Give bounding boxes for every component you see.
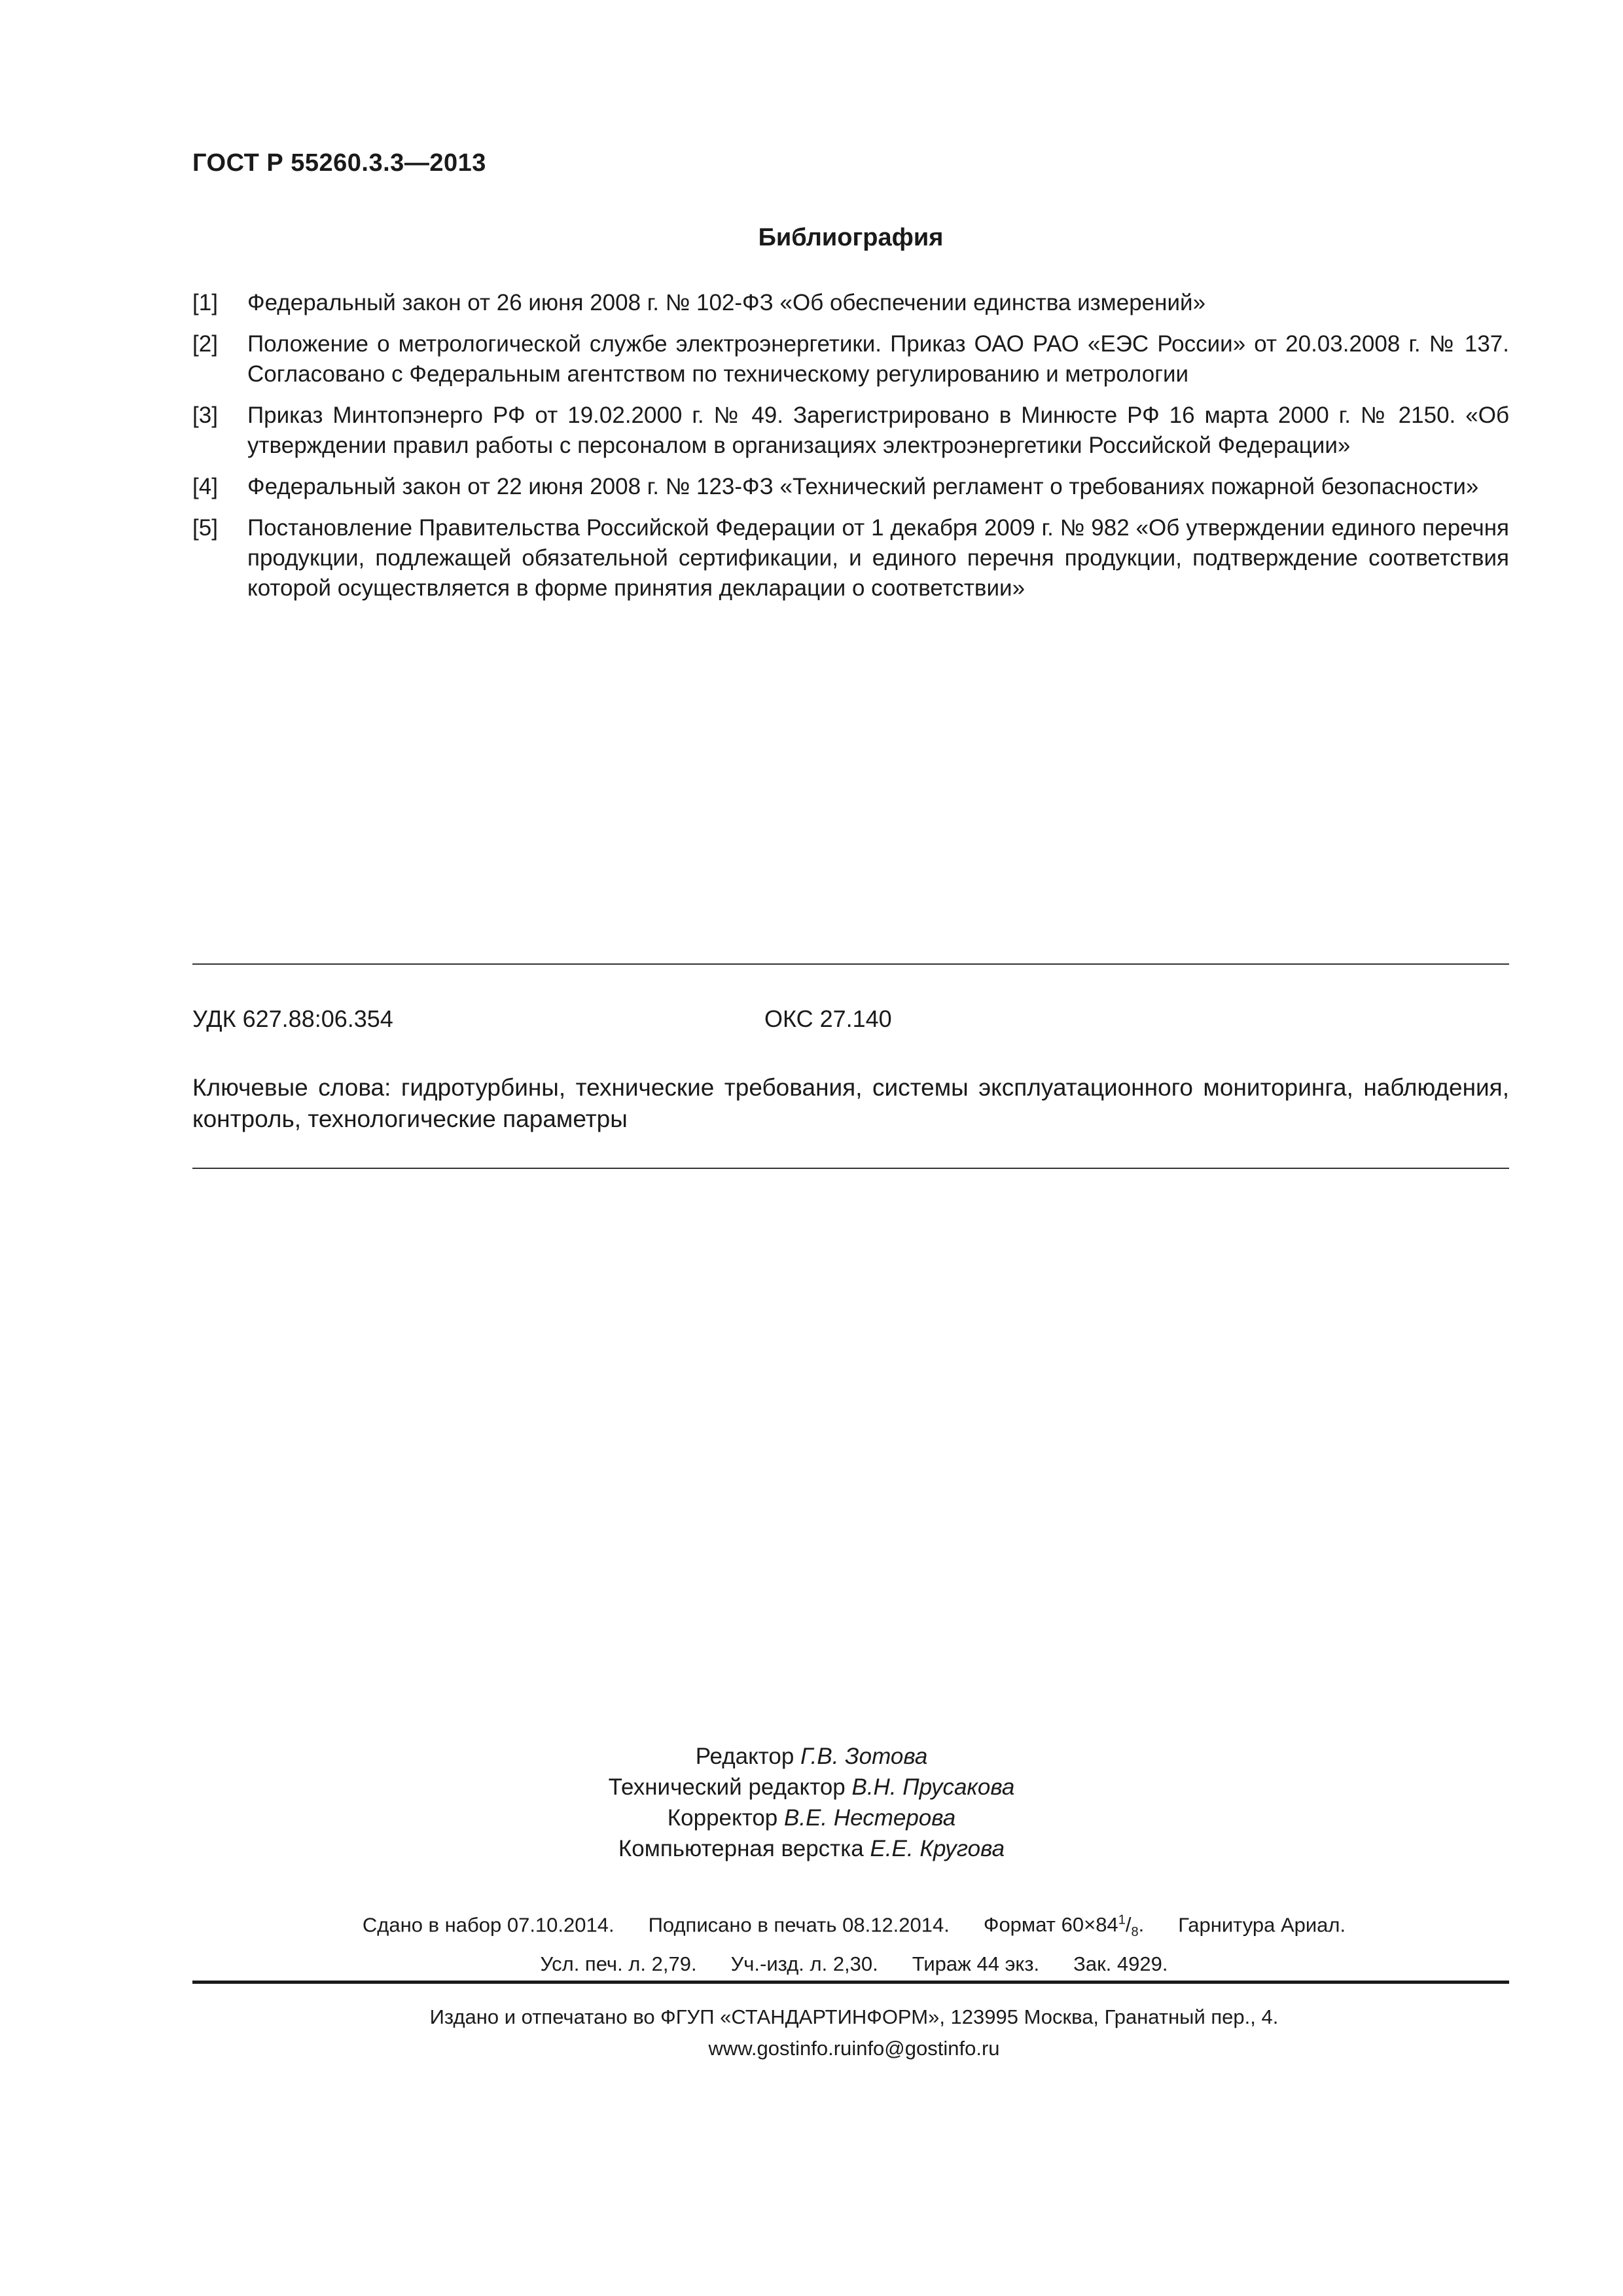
- paper-format: Формат $60\times 84^1/_8$.: [983, 1913, 1145, 1940]
- credit-role: Компьютерная верстка: [618, 1836, 870, 1861]
- credit-line: [0, 1772, 1623, 1803]
- publisher-email: info@gostinfo.ru: [851, 2037, 1000, 2060]
- bibliography-item: [192, 513, 1509, 603]
- print-info-line-2: [0, 1948, 1623, 1980]
- bibliography-item-number: [3]: [192, 403, 218, 428]
- editorial-credits: [0, 1741, 1623, 1864]
- publisher-contacts: [0, 2033, 1623, 2064]
- credit-person: В.Е. Нестерова: [784, 1805, 956, 1831]
- bibliography-item: [192, 472, 1509, 502]
- credit-person: В.Н. Прусакова: [851, 1774, 1015, 1800]
- print-info: [0, 1905, 1623, 1980]
- bottom-divider: [192, 1168, 1509, 1169]
- credit-role: Корректор: [667, 1805, 784, 1831]
- top-divider: [192, 963, 1509, 965]
- circulation: Тираж 44 экз.: [912, 1952, 1040, 1975]
- edition-sheets: Уч.-изд. л. 2,30.: [730, 1952, 878, 1975]
- bibliography-item-text: Постановление Правительства Российской Федерации от 1 декабря 2009 г. № 982 «Об утверждении единого перечня продукции, подлежащей обязательной сертификации, и единого перечня продукции, подтверждение соответствия которой осуществляется в форме принятия декларации о соответствии»: [247, 515, 1509, 601]
- sent-date: Сдано в набор 07.10.2014.: [362, 1913, 615, 1937]
- bibliography-item-text: Федеральный закон от 22 июня 2008 г. № 123-ФЗ «Технический регламент о требованиях пожарной безопасности»: [247, 474, 1479, 499]
- printed-sheets: Усл. печ. л. 2,79.: [540, 1952, 697, 1975]
- udk-code: УДК 627.88:06.354: [192, 1005, 393, 1032]
- credit-role: Редактор: [695, 1744, 801, 1769]
- credit-line: [0, 1803, 1623, 1833]
- credit-line: [0, 1833, 1623, 1864]
- credit-line: [0, 1741, 1623, 1772]
- bibliography-item-text: Приказ Минтопэнерго РФ от 19.02.2000 г. № 49. Зарегистрировано в Минюсте РФ 16 марта 2000 г. № 2150. «Об утверждении правил работы с персоналом в организациях электроэнергетики Российской Федерации»: [247, 403, 1509, 458]
- bibliography-list: [192, 288, 1509, 615]
- publisher-address: Издано и отпечатано во ФГУП «СТАНДАРТИНФОРМ», 123995 Москва, Гранатный пер., 4.: [429, 2005, 1279, 2028]
- print-info-line-1: [0, 1905, 1623, 1948]
- keywords: Ключевые слова: гидротурбины, технические требования, системы эксплуатационного мониторинга, наблюдения, контроль, технологические параметры: [192, 1074, 1509, 1132]
- signed-date: Подписано в печать 08.12.2014.: [648, 1913, 950, 1937]
- bibliography-item-number: [1]: [192, 290, 218, 315]
- oks-code: ОКС 27.140: [764, 1005, 892, 1032]
- credit-person: Г.В. Зотова: [800, 1744, 928, 1769]
- credit-role: Технический редактор: [608, 1774, 852, 1800]
- bibliography-item-text: Положение о метрологической службе электроэнергетики. Приказ ОАО РАО «ЕЭС России» от 20.03.2008 г. № 137. Согласовано с Федеральным агентством по техническому регулированию и метрологии: [247, 331, 1509, 387]
- publisher-info: [0, 2001, 1623, 2064]
- bibliography-item-text: Федеральный закон от 26 июня 2008 г. № 102-ФЗ «Об обеспечении единства измерений»: [247, 290, 1206, 315]
- credit-person: Е.Е. Кругова: [870, 1836, 1005, 1861]
- order-number: Зак. 4929.: [1073, 1952, 1168, 1975]
- bibliography-item-number: [2]: [192, 331, 218, 357]
- bibliography-item: [192, 401, 1509, 461]
- publisher-website: www.gostinfo.ru: [708, 2037, 852, 2060]
- publisher-divider: [192, 1981, 1509, 1984]
- bibliography-title: Библиография: [758, 224, 944, 251]
- bibliography-item: [192, 288, 1509, 318]
- typeface: Гарнитура Ариал.: [1178, 1913, 1346, 1937]
- document-code: ГОСТ Р 55260.3.3—2013: [192, 149, 486, 177]
- bibliography-item-number: [5]: [192, 515, 218, 541]
- bibliography-item: [192, 329, 1509, 389]
- bibliography-item-number: [4]: [192, 474, 218, 499]
